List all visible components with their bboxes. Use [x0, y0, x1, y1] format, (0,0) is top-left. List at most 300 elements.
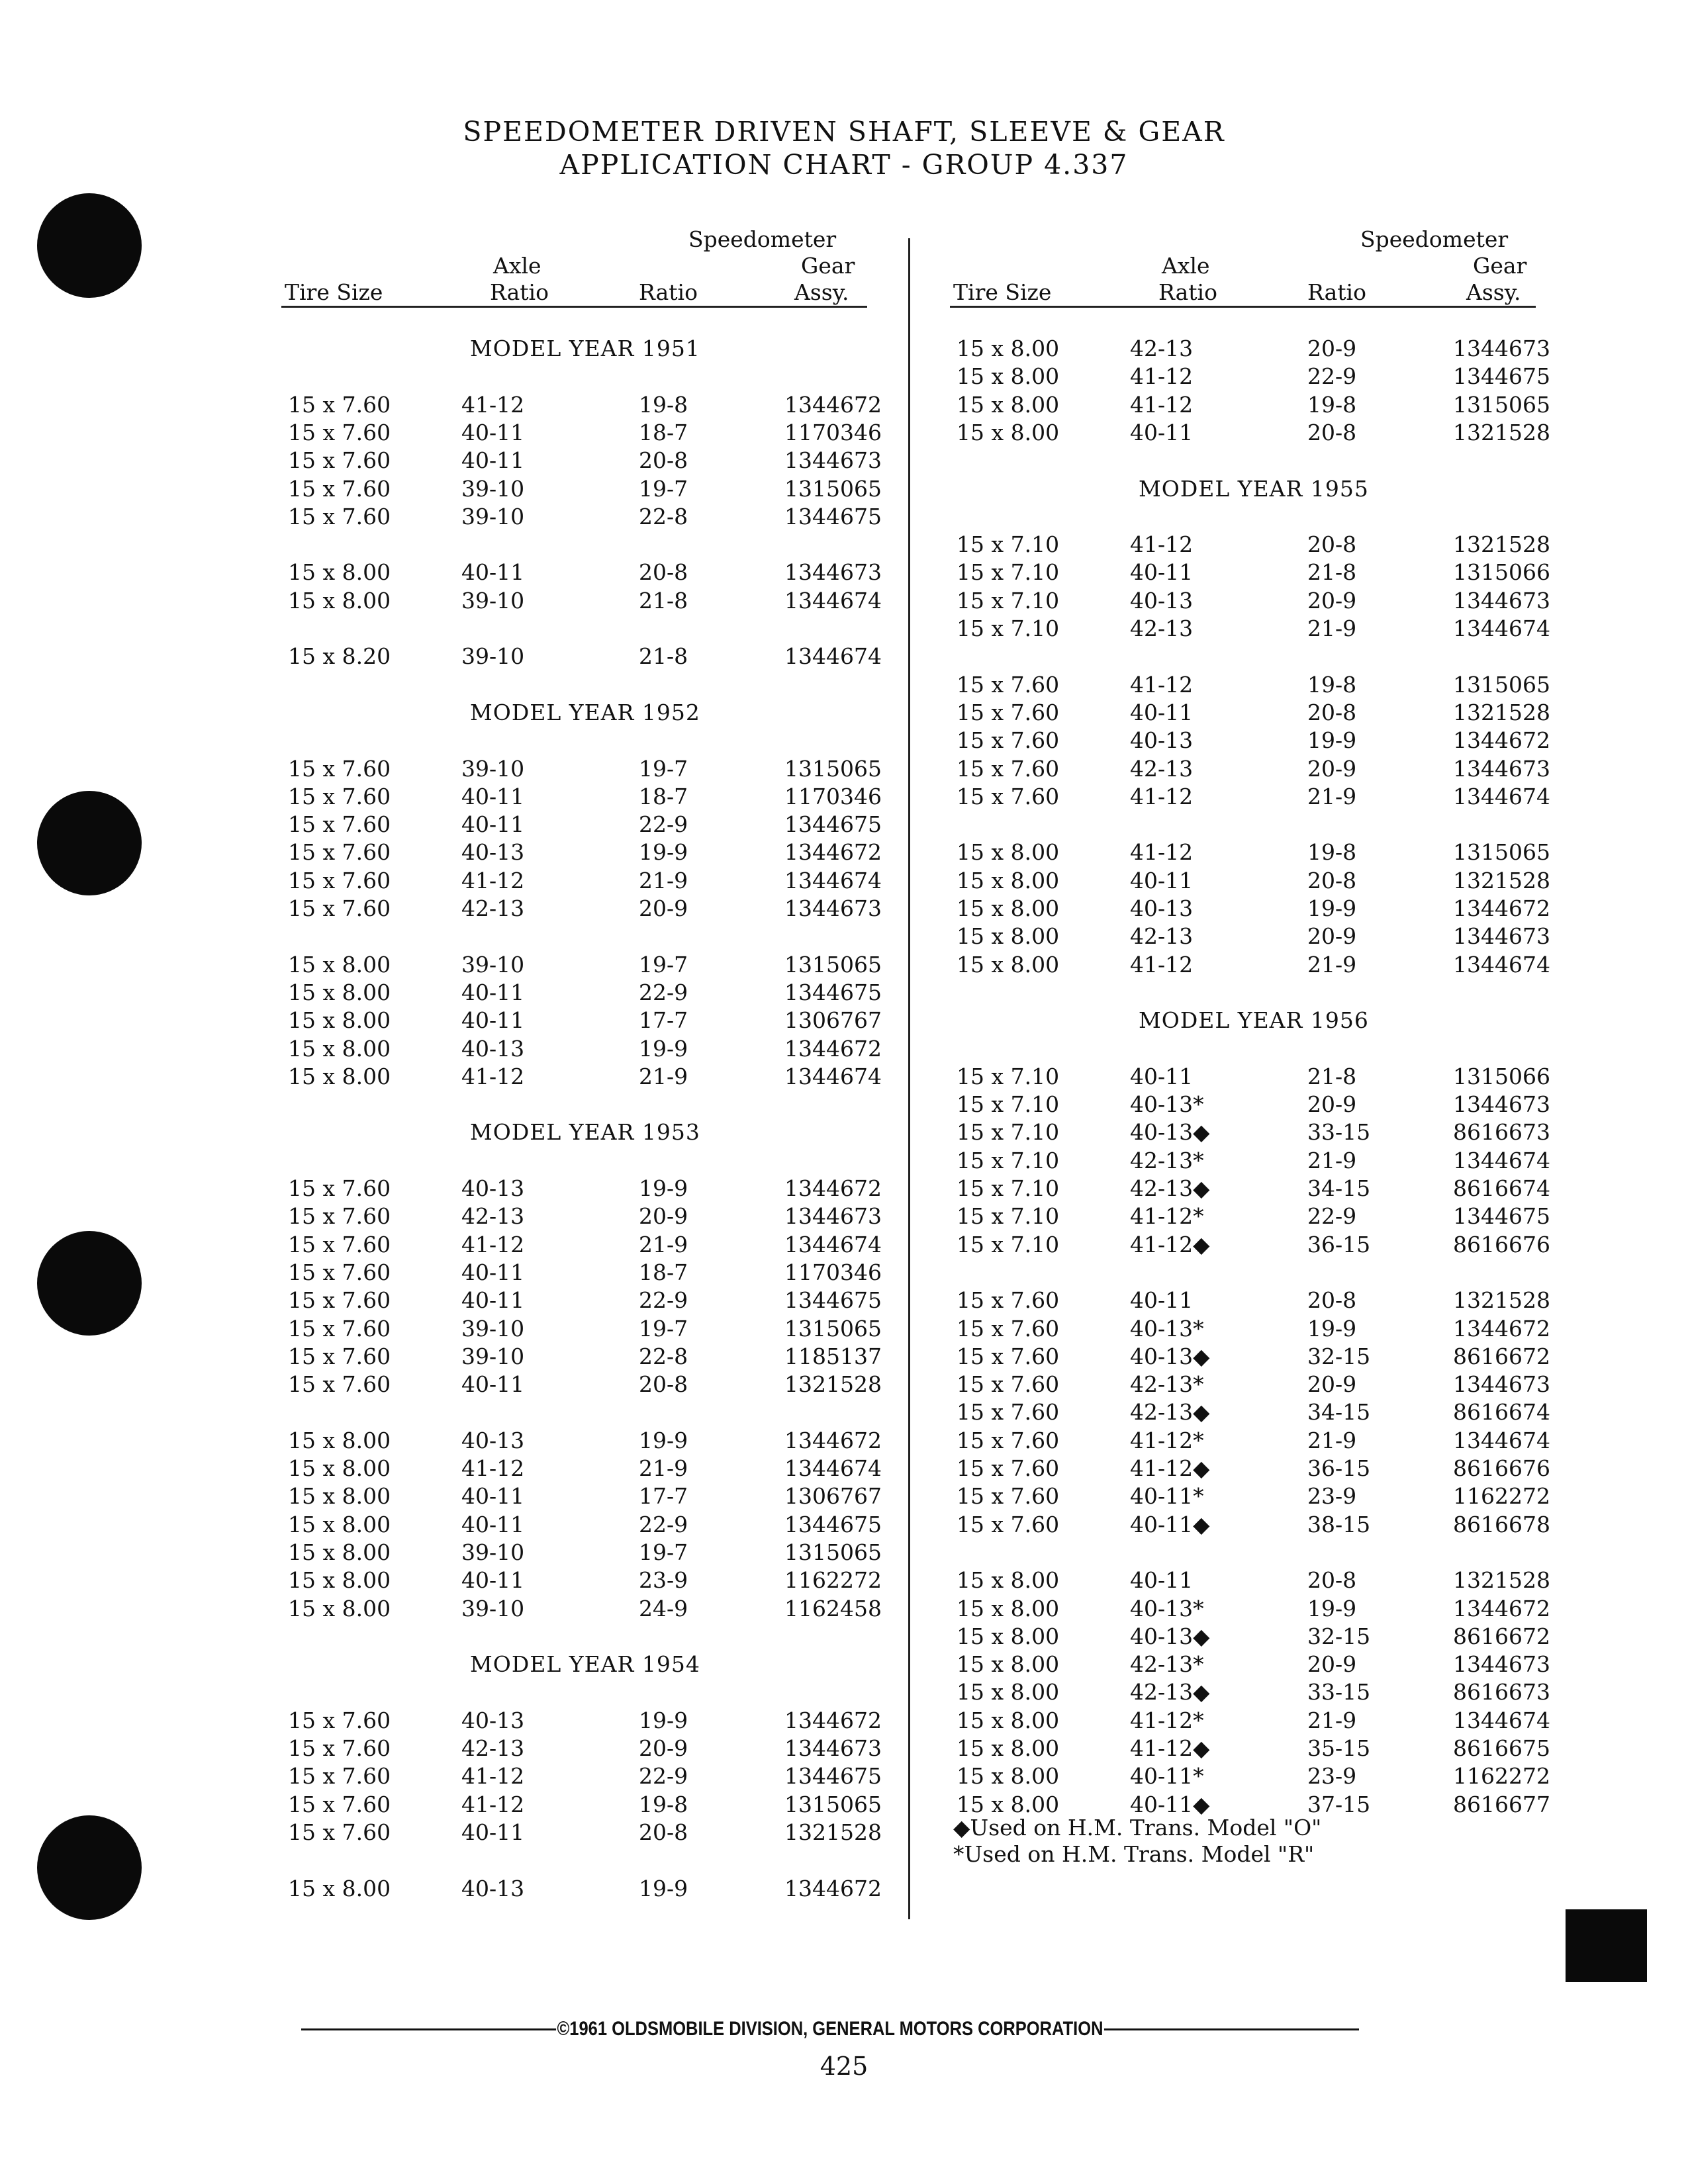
tire-size-cell: 15 x 7.60: [957, 1511, 1060, 1537]
axle-ratio-cell: 42-13*: [1130, 1147, 1204, 1173]
speedometer-ratio-cell: 19-9: [1307, 1315, 1357, 1342]
table-row: [957, 1510, 1559, 1539]
tire-size-cell: 15 x 8.00: [288, 1567, 391, 1594]
axle-ratio-cell: 41-12: [1130, 671, 1194, 698]
binder-hole: [37, 1815, 142, 1920]
tire-size-cell: 15 x 8.00: [957, 923, 1060, 950]
table-row: [288, 558, 890, 587]
axle-ratio-cell: 40-11: [461, 419, 525, 445]
gear-assy-cell: 8616678: [1453, 1511, 1550, 1537]
speedometer-ratio-cell: 20-8: [639, 447, 688, 474]
speedometer-ratio-cell: 20-8: [639, 559, 688, 586]
gear-assy-cell: 1344674: [1453, 1707, 1550, 1733]
axle-ratio-cell: 40-11: [461, 1819, 525, 1845]
axle-ratio-cell: 41-12: [1130, 363, 1194, 390]
binder-hole: [37, 791, 142, 895]
tire-size-cell: 15 x 8.00: [288, 587, 391, 614]
axle-ratio-cell: 40-11: [1130, 1567, 1194, 1594]
table-row: [957, 1426, 1559, 1455]
speedometer-ratio-cell: 21-8: [639, 643, 688, 670]
tire-size-cell: 15 x 8.00: [288, 1511, 391, 1537]
tire-size-cell: 15 x 8.00: [957, 336, 1060, 361]
table-row: [957, 670, 1559, 700]
table-row: [288, 894, 890, 923]
axle-ratio-cell: 40-13: [1130, 587, 1194, 614]
gear-assy-cell: 1344674: [1453, 951, 1550, 978]
table-row: [288, 1202, 890, 1231]
tire-size-cell: 15 x 7.60: [957, 1483, 1060, 1510]
speedometer-ratio-cell: 21-9: [1307, 615, 1357, 641]
gear-assy-cell: 1344673: [784, 559, 882, 586]
gear-assy-cell: 8616675: [1453, 1735, 1550, 1761]
axle-ratio-cell: 40-11◆: [1130, 1791, 1210, 1817]
gear-assy-cell: 1344673: [1453, 587, 1550, 614]
table-row: [957, 1734, 1559, 1763]
gear-assy-cell: 1344672: [784, 1707, 882, 1733]
axle-ratio-cell: 39-10: [461, 643, 525, 670]
gear-assy-cell: 1344675: [1453, 363, 1550, 390]
tire-size-cell: 15 x 8.00: [957, 391, 1060, 418]
gear-assy-cell: 1321528: [1453, 531, 1550, 558]
speedometer-ratio-cell: 20-9: [1307, 755, 1357, 782]
axle-ratio-cell: 40-11*: [1130, 1763, 1204, 1790]
tire-size-cell: 15 x 7.60: [288, 755, 391, 782]
table-row: [957, 866, 1559, 895]
speedometer-ratio-cell: 20-9: [1307, 1651, 1357, 1678]
axle-ratio-cell: 41-12*: [1130, 1707, 1204, 1733]
axle-ratio-cell: 42-13◆: [1130, 1175, 1210, 1201]
table-row: [957, 1482, 1559, 1511]
gear-assy-cell: 1344672: [784, 391, 882, 418]
tire-size-cell: 15 x 7.60: [288, 419, 391, 445]
speedometer-ratio-cell: 20-8: [639, 1819, 688, 1845]
header-gear-assy: Assy.: [794, 279, 849, 305]
gear-assy-cell: 1170346: [784, 783, 882, 809]
speedometer-ratio-cell: 22-8: [639, 1343, 688, 1369]
table-row: [288, 1734, 890, 1763]
table-row: [957, 1286, 1559, 1315]
header-axle-ratio: Ratio: [490, 279, 549, 305]
tire-size-cell: 15 x 8.00: [957, 951, 1060, 978]
axle-ratio-cell: 40-11: [461, 811, 525, 838]
speedometer-ratio-cell: 20-8: [1307, 531, 1357, 558]
axle-ratio-cell: 41-12: [461, 391, 525, 418]
gear-assy-cell: 8616676: [1453, 1455, 1550, 1481]
axle-ratio-cell: 40-11: [1130, 1063, 1194, 1089]
axle-ratio-cell: 41-12◆: [1130, 1735, 1210, 1761]
speedometer-ratio-cell: 19-8: [639, 391, 688, 418]
binder-hole: [37, 193, 142, 298]
gear-assy-cell: 1344675: [784, 811, 882, 838]
table-row: [288, 1230, 890, 1259]
gear-assy-cell: 1321528: [1453, 419, 1550, 445]
speedometer-ratio-cell: 32-15: [1307, 1343, 1371, 1369]
speedometer-ratio-cell: 20-9: [1307, 1371, 1357, 1398]
table-row: [288, 1258, 890, 1287]
speedometer-ratio-cell: 20-9: [1307, 587, 1357, 614]
tire-size-cell: 15 x 7.60: [288, 783, 391, 809]
tire-size-cell: 15 x 7.60: [957, 1315, 1060, 1342]
gear-assy-cell: 1344674: [784, 643, 882, 670]
table-row: [957, 1398, 1559, 1427]
gear-assy-cell: 1321528: [784, 1819, 882, 1845]
gear-assy-cell: 1344674: [784, 1063, 882, 1089]
gear-assy-cell: 1315065: [1453, 671, 1550, 698]
header-axle: Axle: [493, 253, 541, 279]
tire-size-cell: 15 x 8.00: [957, 1791, 1060, 1817]
speedometer-ratio-cell: 21-9: [639, 867, 688, 893]
table-row: [957, 1090, 1559, 1119]
table-row: [957, 950, 1559, 979]
gear-assy-cell: 1170346: [784, 419, 882, 445]
speedometer-ratio-cell: 18-7: [639, 419, 688, 445]
tire-size-cell: 15 x 8.00: [957, 867, 1060, 893]
table-row: [957, 698, 1559, 727]
table-row: [957, 1762, 1559, 1791]
gear-assy-cell: 1162272: [1453, 1763, 1550, 1790]
gear-assy-cell: 1344673: [784, 1735, 882, 1761]
tire-size-cell: 15 x 7.60: [957, 1455, 1060, 1481]
tire-size-cell: 15 x 8.00: [288, 1063, 391, 1089]
axle-ratio-cell: 40-11: [461, 1007, 525, 1034]
table-row: [288, 642, 890, 671]
table-row: [288, 1790, 890, 1819]
speedometer-ratio-cell: 22-8: [639, 503, 688, 529]
gear-assy-cell: 1344672: [784, 1175, 882, 1201]
header-gear-assy: Assy.: [1466, 279, 1521, 305]
tire-size-cell: 15 x 7.60: [288, 839, 391, 866]
axle-ratio-cell: 40-11: [1130, 867, 1194, 893]
column-divider: [908, 238, 910, 1919]
table-row: [288, 1454, 890, 1483]
speedometer-ratio-cell: 21-8: [639, 587, 688, 614]
axle-ratio-cell: 40-11: [461, 979, 525, 1005]
model-year-heading: MODEL YEAR 1955: [1139, 475, 1369, 502]
tire-size-cell: 15 x 8.00: [957, 1707, 1060, 1733]
speedometer-ratio-cell: 20-9: [1307, 1091, 1357, 1118]
table-row: [288, 810, 890, 839]
tire-size-cell: 15 x 7.60: [288, 1343, 391, 1369]
gear-assy-cell: 1344674: [784, 587, 882, 614]
gear-assy-cell: 1162272: [1453, 1483, 1550, 1510]
table-row: [957, 782, 1559, 811]
gear-assy-cell: 1321528: [1453, 1567, 1550, 1594]
gear-assy-cell: 1306767: [784, 1007, 882, 1034]
table-row: [957, 1370, 1559, 1399]
table-row: [957, 754, 1559, 784]
model-year-heading: MODEL YEAR 1953: [470, 1119, 700, 1146]
gear-assy-cell: 1344672: [784, 839, 882, 866]
table-row: [957, 1622, 1559, 1651]
axle-ratio-cell: 39-10: [461, 1315, 525, 1342]
speedometer-ratio-cell: 36-15: [1307, 1455, 1371, 1481]
tire-size-cell: 15 x 8.00: [288, 1483, 391, 1510]
speedometer-ratio-cell: 18-7: [639, 783, 688, 809]
table-row: [957, 390, 1559, 420]
tire-size-cell: 15 x 8.00: [288, 1035, 391, 1062]
tire-size-cell: 15 x 8.00: [288, 951, 391, 978]
axle-ratio-cell: 41-12: [1130, 783, 1194, 809]
speedometer-ratio-cell: 37-15: [1307, 1791, 1371, 1817]
tire-size-cell: 15 x 7.10: [957, 1203, 1060, 1230]
axle-ratio-cell: 40-11: [461, 783, 525, 809]
table-row: [288, 475, 890, 504]
table-row: [288, 1594, 890, 1623]
footnote-r: *Used on H.M. Trans. Model "R": [953, 1841, 1315, 1867]
tire-size-cell: 15 x 7.60: [957, 1399, 1060, 1426]
table-row: [288, 502, 890, 531]
gear-assy-cell: 1315065: [784, 1791, 882, 1817]
speedometer-ratio-cell: 19-7: [639, 475, 688, 502]
axle-ratio-cell: 40-13: [1130, 895, 1194, 921]
speedometer-ratio-cell: 21-8: [1307, 1063, 1357, 1089]
axle-ratio-cell: 41-12: [461, 1063, 525, 1089]
gear-assy-cell: 1344673: [1453, 1651, 1550, 1678]
speedometer-ratio-cell: 22-9: [639, 811, 688, 838]
axle-ratio-cell: 40-11: [461, 1259, 525, 1285]
gear-assy-cell: 1185137: [784, 1343, 882, 1369]
page-title-line1: SPEEDOMETER DRIVEN SHAFT, SLEEVE & GEAR: [463, 116, 1225, 148]
gear-assy-cell: 1315066: [1453, 559, 1550, 586]
footnote-o: ◆Used on H.M. Trans. Model "O": [953, 1815, 1322, 1841]
table-row: [957, 1202, 1559, 1231]
tire-size-cell: 15 x 7.60: [288, 503, 391, 529]
table-row: [957, 1062, 1559, 1091]
axle-ratio-cell: 40-13: [461, 1175, 525, 1201]
gear-assy-cell: 1344675: [784, 979, 882, 1005]
speedometer-ratio-cell: 21-9: [1307, 1707, 1357, 1733]
tire-size-cell: 15 x 8.00: [957, 1763, 1060, 1790]
header-gear: Gear: [801, 253, 855, 279]
speedometer-ratio-cell: 19-7: [639, 951, 688, 978]
table-row: [957, 334, 1559, 363]
tire-size-cell: 15 x 7.60: [288, 1175, 391, 1201]
table-row: [288, 782, 890, 811]
tire-size-cell: 15 x 8.00: [957, 1567, 1060, 1594]
gear-assy-cell: 1315065: [784, 755, 882, 782]
table-row: [288, 754, 890, 784]
axle-ratio-cell: 40-11: [461, 1287, 525, 1314]
tire-size-cell: 15 x 7.10: [957, 1091, 1060, 1118]
gear-assy-cell: 1344672: [1453, 1595, 1550, 1621]
speedometer-ratio-cell: 17-7: [639, 1483, 688, 1510]
axle-ratio-cell: 42-13: [1130, 615, 1194, 641]
speedometer-ratio-cell: 20-8: [1307, 1567, 1357, 1594]
axle-ratio-cell: 42-13*: [1130, 1371, 1204, 1398]
table-row: [288, 446, 890, 475]
table-row: [288, 1006, 890, 1035]
gear-assy-cell: 8616673: [1453, 1679, 1550, 1706]
axle-ratio-cell: 40-13◆: [1130, 1623, 1210, 1649]
speedometer-ratio-cell: 19-9: [639, 1175, 688, 1201]
gear-assy-cell: 1321528: [1453, 699, 1550, 725]
tire-size-cell: 15 x 8.00: [957, 1623, 1060, 1649]
gear-assy-cell: 1315065: [1453, 391, 1550, 418]
table-row: [288, 1174, 890, 1203]
axle-ratio-cell: 40-13: [461, 839, 525, 866]
gear-assy-cell: 1306767: [784, 1483, 882, 1510]
tire-size-cell: 15 x 7.10: [957, 531, 1060, 558]
speedometer-ratio-cell: 20-9: [639, 895, 688, 921]
axle-ratio-cell: 41-12: [1130, 951, 1194, 978]
tire-size-cell: 15 x 7.10: [957, 559, 1060, 586]
gear-assy-cell: 1344674: [784, 1231, 882, 1257]
tire-size-cell: 15 x 7.60: [957, 1371, 1060, 1398]
speedometer-ratio-cell: 22-9: [1307, 1203, 1357, 1230]
speedometer-ratio-cell: 19-9: [1307, 727, 1357, 754]
gear-assy-cell: 1315065: [784, 1315, 882, 1342]
tire-size-cell: 15 x 7.60: [288, 475, 391, 502]
gear-assy-cell: 1344673: [784, 1203, 882, 1230]
header-ratio: Ratio: [1307, 279, 1366, 305]
table-row: [288, 1818, 890, 1847]
gear-assy-cell: 1315065: [784, 1539, 882, 1565]
table-row: [957, 1314, 1559, 1343]
table-row: [957, 1650, 1559, 1679]
tire-size-cell: 15 x 7.60: [957, 727, 1060, 754]
tire-size-cell: 15 x 8.00: [957, 839, 1060, 866]
table-row: [288, 1314, 890, 1343]
model-year-heading: MODEL YEAR 1952: [470, 699, 700, 725]
gear-assy-cell: 8616672: [1453, 1623, 1550, 1649]
gear-assy-cell: 1344673: [1453, 336, 1550, 361]
table-row: [957, 530, 1559, 559]
table-row: [288, 1370, 890, 1399]
axle-ratio-cell: 40-11◆: [1130, 1511, 1210, 1537]
gear-assy-cell: 1344673: [1453, 1091, 1550, 1118]
axle-ratio-cell: 39-10: [461, 1595, 525, 1621]
speedometer-ratio-cell: 20-8: [639, 1371, 688, 1398]
tire-size-cell: 15 x 7.60: [288, 1259, 391, 1285]
table-row: [957, 838, 1559, 867]
table-row: [288, 1762, 890, 1791]
axle-ratio-cell: 40-11*: [1130, 1483, 1204, 1510]
model-year-heading: MODEL YEAR 1951: [470, 336, 700, 361]
axle-ratio-cell: 42-13: [1130, 923, 1194, 950]
page-number: 425: [820, 2052, 868, 2081]
tire-size-cell: 15 x 7.60: [288, 895, 391, 921]
axle-ratio-cell: 41-12: [1130, 531, 1194, 558]
tire-size-cell: 15 x 7.60: [288, 1735, 391, 1761]
table-row: [957, 1678, 1559, 1707]
table-row: [957, 1566, 1559, 1595]
tire-size-cell: 15 x 7.60: [957, 1287, 1060, 1314]
tire-size-cell: 15 x 8.00: [288, 979, 391, 1005]
axle-ratio-cell: 41-12: [1130, 839, 1194, 866]
table-row: [288, 1034, 890, 1064]
gear-assy-cell: 1344672: [784, 1035, 882, 1062]
axle-ratio-cell: 41-12: [461, 1231, 525, 1257]
axle-ratio-cell: 40-13: [1130, 727, 1194, 754]
gear-assy-cell: 1344672: [1453, 727, 1550, 754]
tire-size-cell: 15 x 7.60: [288, 1819, 391, 1845]
index-tab: [1566, 1909, 1647, 1982]
footer-rule-right: [1104, 2028, 1359, 2030]
gear-assy-cell: 1344674: [1453, 615, 1550, 641]
axle-ratio-cell: 39-10: [461, 503, 525, 529]
gear-assy-cell: 1315065: [784, 475, 882, 502]
table-row: [288, 1706, 890, 1735]
speedometer-ratio-cell: 19-8: [1307, 671, 1357, 698]
header-gear: Gear: [1473, 253, 1527, 279]
speedometer-ratio-cell: 21-9: [1307, 1427, 1357, 1453]
table-row: [957, 362, 1559, 391]
gear-assy-cell: 1321528: [1453, 1287, 1550, 1314]
header-underline: [281, 306, 867, 308]
header-speedometer: Speedometer: [688, 226, 837, 252]
tire-size-cell: 15 x 7.10: [957, 1119, 1060, 1146]
speedometer-ratio-cell: 36-15: [1307, 1231, 1371, 1257]
speedometer-ratio-cell: 21-8: [1307, 559, 1357, 586]
tire-size-cell: 15 x 7.60: [957, 699, 1060, 725]
speedometer-ratio-cell: 20-8: [1307, 699, 1357, 725]
speedometer-ratio-cell: 19-8: [1307, 391, 1357, 418]
tire-size-cell: 15 x 8.20: [288, 643, 391, 670]
speedometer-ratio-cell: 20-9: [639, 1735, 688, 1761]
gear-assy-cell: 1344675: [784, 1287, 882, 1314]
gear-assy-cell: 1162272: [784, 1567, 882, 1594]
gear-assy-cell: 1344673: [784, 895, 882, 921]
speedometer-ratio-cell: 23-9: [1307, 1483, 1357, 1510]
speedometer-ratio-cell: 35-15: [1307, 1735, 1371, 1761]
speedometer-ratio-cell: 22-9: [639, 1763, 688, 1790]
axle-ratio-cell: 42-13: [1130, 336, 1194, 361]
speedometer-ratio-cell: 19-9: [639, 1875, 688, 1901]
table-row: [957, 1230, 1559, 1259]
table-row: [288, 390, 890, 420]
speedometer-ratio-cell: 33-15: [1307, 1679, 1371, 1706]
axle-ratio-cell: 40-11: [461, 559, 525, 586]
gear-assy-cell: 8616674: [1453, 1175, 1550, 1201]
tire-size-cell: 15 x 8.00: [288, 1427, 391, 1453]
table-row: [957, 418, 1559, 447]
axle-ratio-cell: 41-12: [461, 1763, 525, 1790]
header-axle-ratio: Ratio: [1158, 279, 1217, 305]
gear-assy-cell: 8616676: [1453, 1231, 1550, 1257]
gear-assy-cell: 1344672: [784, 1875, 882, 1901]
tire-size-cell: 15 x 7.60: [288, 1287, 391, 1314]
tire-size-cell: 15 x 8.00: [288, 1875, 391, 1901]
speedometer-ratio-cell: 20-9: [639, 1203, 688, 1230]
speedometer-ratio-cell: 38-15: [1307, 1511, 1371, 1537]
table-row: [957, 558, 1559, 587]
tire-size-cell: 15 x 8.00: [288, 1455, 391, 1481]
gear-assy-cell: 1344673: [1453, 755, 1550, 782]
axle-ratio-cell: 41-12: [1130, 391, 1194, 418]
speedometer-ratio-cell: 19-9: [1307, 1595, 1357, 1621]
axle-ratio-cell: 40-13: [461, 1875, 525, 1901]
table-row: [288, 1510, 890, 1539]
tire-size-cell: 15 x 8.00: [957, 363, 1060, 390]
table-row: [288, 950, 890, 979]
table-row: [288, 1874, 890, 1903]
speedometer-ratio-cell: 20-8: [1307, 867, 1357, 893]
tire-size-cell: 15 x 7.10: [957, 1063, 1060, 1089]
axle-ratio-cell: 40-11: [461, 1483, 525, 1510]
gear-assy-cell: 1344674: [1453, 1147, 1550, 1173]
copyright-text: ©1961 OLDSMOBILE DIVISION, GENERAL MOTORS CORPORATION: [557, 2018, 1103, 2040]
tire-size-cell: 15 x 7.60: [288, 1371, 391, 1398]
speedometer-ratio-cell: 24-9: [639, 1595, 688, 1621]
gear-assy-cell: 1315066: [1453, 1063, 1550, 1089]
table-row: [957, 726, 1559, 755]
table-row: [957, 586, 1559, 615]
gear-assy-cell: 1344672: [784, 1427, 882, 1453]
table-row: [288, 1426, 890, 1455]
gear-assy-cell: 1344672: [1453, 1315, 1550, 1342]
table-row: [288, 418, 890, 447]
speedometer-ratio-cell: 19-9: [639, 839, 688, 866]
